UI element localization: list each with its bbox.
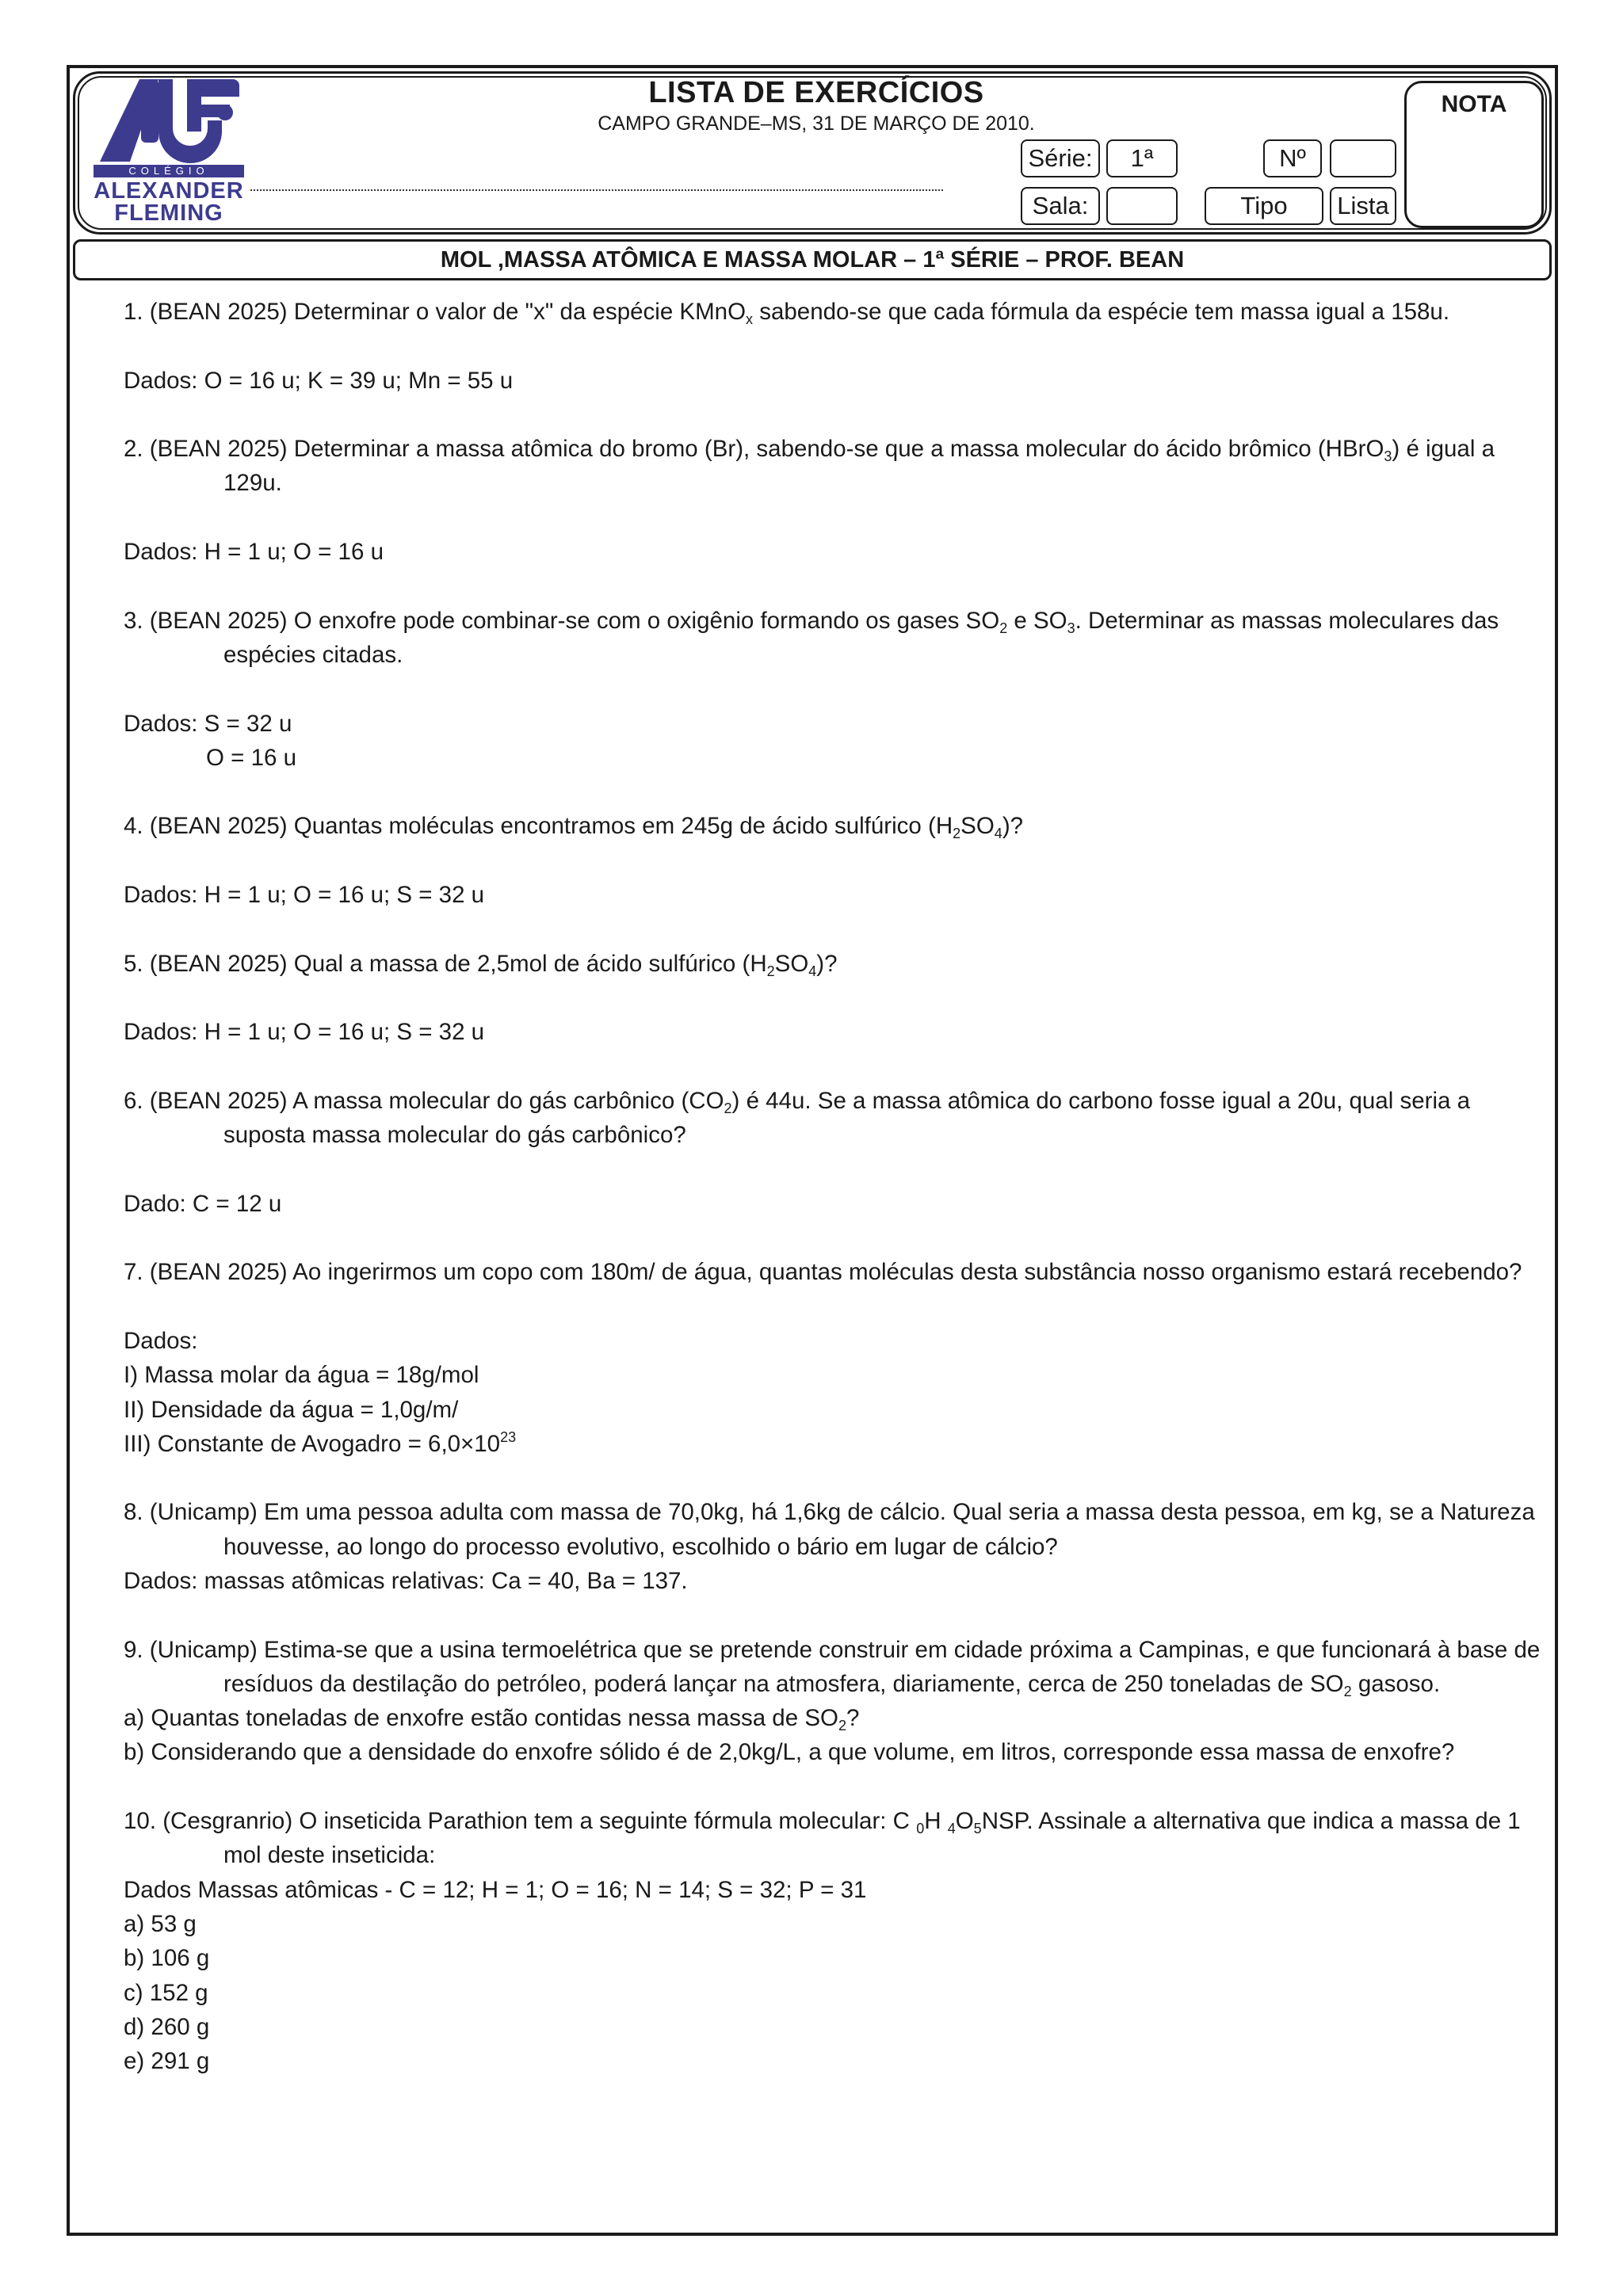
question-1: 1. (BEAN 2025) Determinar o valor de "x" da espécie KMnO$_x$ sabendo-se que cada fórmula da espécie tem massa igual a 158u. — [124, 299, 1450, 327]
exercise-list — [124, 295, 1550, 2078]
page-title: LISTA DE EXERCÍCIOS — [648, 76, 984, 109]
sala-label-box: Sala: — [1021, 187, 1100, 225]
question-8-data: Dados: massas atômicas relativas: Ca = 40, Ba = 137. — [124, 1567, 688, 1594]
question-3: 3. (BEAN 2025) O enxofre pode combinar-se com o oxigênio formando os gases $SO_2$ e $SO_3$. Determinar as massas moleculares das espécies citadas. — [124, 607, 1499, 668]
question-6: 6. (BEAN 2025) A massa molecular do gás carbônico $(CO_2)$ é 44u. Se a massa atômica do carbono fosse igual a 20u, qual seria a suposta massa molecular do gás carbônico? — [124, 1087, 1471, 1149]
question-10-option-b: b) 106 g — [124, 1945, 210, 1972]
question-1-data: Dados: O = 16 u; K = 39 u; Mn = 55 u — [124, 367, 514, 394]
question-2: 2. (BEAN 2025) Determinar a massa atômica do bromo (Br), sabendo-se que a massa molecular do ácido brômico (HBrO$_3$) é igual a 129u. — [124, 436, 1495, 497]
page-subtitle: CAMPO GRANDE–MS, 31 DE MARÇO DE 2010. — [598, 113, 1035, 135]
tipo-label-box: Tipo — [1205, 187, 1323, 225]
question-10-option-d: d) 260 g — [124, 2013, 210, 2040]
nota-label: NOTA — [1441, 91, 1507, 117]
logo-fleming-label: FLEMING — [114, 200, 223, 226]
question-7-data-i: I) Massa molar da água = 18g/mol — [124, 1362, 479, 1389]
question-7: 7. (BEAN 2025) Ao ingerirmos um copo com 180m/ de água, quantas moléculas desta substância nosso organismo estará recebendo? — [124, 1259, 1522, 1286]
numero-label-box: Nº — [1263, 139, 1322, 177]
question-10-data: Dados Massas atômicas - C = 12; H = 1; O = 16; N = 14; S = 32; P = 31 — [124, 1876, 867, 1903]
section-title: MOL ,MASSA ATÔMICA E MASSA MOLAR – 1ª SÉRIE – PROF. BEAN — [73, 239, 1552, 280]
question-5: 5. (BEAN 2025) Qual a massa de 2,5mol de ácido sulfúrico $(H_2SO_4)$? — [124, 950, 838, 979]
sala-field[interactable] — [1106, 187, 1178, 225]
question-3-data-1: Dados: S = 32 u — [124, 710, 292, 737]
question-4: 4. (BEAN 2025) Quantas moléculas encontramos em 245g de ácido sulfúrico $(H_2SO_4)$? — [124, 813, 1024, 842]
question-9: 9. (Unicamp) Estima-se que a usina termoelétrica que se pretende construir em cidade próxima a Campinas, e que funcionará à base de resíduos da destilação do petróleo, poderá lançar na atmosfera, diariamente, cerca de 250 toneladas de $SO_2$ gasoso. — [124, 1636, 1541, 1699]
logo-alexander-label: ALEXANDER — [94, 178, 244, 204]
logo-colegio-label: COLÉGIO — [94, 165, 244, 177]
question-4-data: Dados: H = 1 u; O = 16 u; S = 32 u — [124, 882, 485, 909]
question-7-data-ii: II) Densidade da água = 1,0g/m/ — [124, 1396, 459, 1423]
question-10: 10. (Cesgranrio) O inseticida Parathion tem a seguinte fórmula molecular: C $_0$H $_4O_5NSP$. Assinale a alternativa que indica a massa de 1 mol deste inseticida: — [124, 1808, 1521, 1869]
name-dotted-line — [250, 189, 943, 191]
question-7-data-label: Dados: — [124, 1327, 198, 1354]
question-5-data: Dados: H = 1 u; O = 16 u; S = 32 u — [124, 1019, 485, 1046]
question-8: 8. (Unicamp) Em uma pessoa adulta com massa de 70,0kg, há 1,6kg de cálcio. Qual seria a massa desta pessoa, em kg, se a Natureza houvesse, ao longo do processo evolutivo, escolhido o bário em lugar de cálcio? — [124, 1499, 1535, 1560]
question-10-option-e: e) 291 g — [124, 2048, 210, 2075]
serie-value-box: 1ª — [1106, 139, 1178, 177]
question-9-item-a: a) Quantas toneladas de enxofre estão contidas nessa massa de $SO_2$? — [124, 1705, 860, 1734]
nota-box[interactable] — [1404, 81, 1544, 228]
numero-field[interactable] — [1330, 139, 1396, 177]
serie-label-box: Série: — [1021, 139, 1100, 177]
question-3-data-2: O = 16 u — [206, 744, 296, 771]
lista-label-box: Lista — [1330, 187, 1396, 225]
question-9-item-b: b) Considerando que a densidade do enxofre sólido é de 2,0kg/L, a que volume, em litros, corresponde essa massa de enxofre? — [124, 1739, 1455, 1766]
question-10-option-a: a) 53 g — [124, 1910, 197, 1937]
question-7-data-iii: III) Constante de Avogadro = $6,0\times 10^{23}$ — [124, 1428, 517, 1457]
question-10-option-c: c) 152 g — [124, 1979, 208, 2006]
question-2-data: Dados: H = 1 u; O = 16 u — [124, 539, 384, 566]
question-6-data: Dado: C = 12 u — [124, 1190, 282, 1217]
